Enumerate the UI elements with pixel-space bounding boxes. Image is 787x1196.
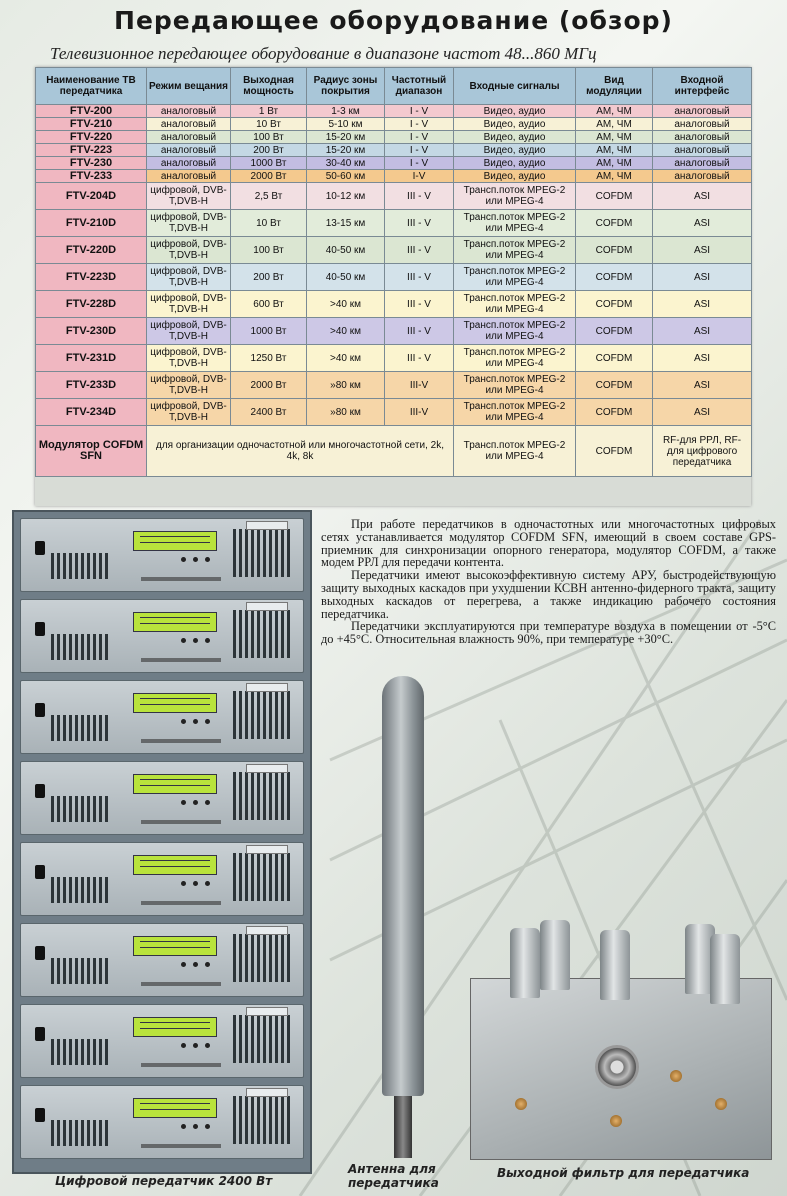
table-row [36,170,752,183]
cell-modulation: АМ, ЧМ [576,157,653,170]
cell-power: 200 Вт [231,144,307,157]
lcd-display [133,1017,217,1037]
transmitter-unit [20,599,304,673]
caption-filter: Выходной фильтр для передатчика [497,1166,750,1180]
header-mode: Режим вещания [147,68,231,105]
control-button [181,557,186,562]
cell-power: 1250 Вт [231,345,307,372]
spec-table [35,67,752,477]
cell-power: 2,5 Вт [231,183,307,210]
cell-signals: Видео, аудио [454,131,576,144]
cell-modulation: COFDM [576,345,653,372]
cell-iface: ASI [653,372,752,399]
cell-modulation: COFDM [576,426,653,477]
control-button [205,962,210,967]
control-button [181,881,186,886]
cell-iface: ASI [653,210,752,237]
cell-band: III - V [385,345,454,372]
table-row-modulator [36,426,752,477]
table-row [36,131,752,144]
power-switch [35,541,45,555]
description-text [321,518,776,646]
vent-grill [51,958,111,984]
cell-modulation: COFDM [576,210,653,237]
cell-band: I - V [385,131,454,144]
model-label [141,901,221,905]
cell-band: I - V [385,105,454,118]
cell-name: FTV-223 [36,144,147,157]
cell-name: FTV-210 [36,118,147,131]
power-switch [35,622,45,636]
control-button [205,557,210,562]
cell-name: FTV-231D [36,345,147,372]
control-button [181,719,186,724]
table-row [36,291,752,318]
description-paragraph-2: Передатчики имеют высокоэффективную систему АРУ, быстродействующую защиту выходных каскадов при ухудшении КСВН антенно-фидерного тракта, защиту выходных каскадов от перегрева, а также индикацию рабочего состояния передатчика. [321,568,776,621]
cell-iface: аналоговый [653,170,752,183]
cell-radius: 15-20 км [307,131,385,144]
brand-plate [246,683,288,692]
vent-grill [51,877,111,903]
vent-grill [51,1120,111,1146]
cell-signals: Трансп.поток MPEG-2 или MPEG-4 [454,399,576,426]
cell-name: FTV-233D [36,372,147,399]
table-row [36,144,752,157]
cell-signals: Трансп.поток MPEG-2 или MPEG-4 [454,264,576,291]
cell-band: I - V [385,118,454,131]
cell-radius: 1-3 км [307,105,385,118]
control-button [193,800,198,805]
cell-band: I-V [385,170,454,183]
cell-power: 100 Вт [231,237,307,264]
control-button [181,962,186,967]
table-row [36,345,752,372]
antenna-connector [394,1096,412,1158]
cell-modulation: COFDM [576,237,653,264]
cell-power: 10 Вт [231,210,307,237]
cell-band: III - V [385,318,454,345]
cell-radius: 13-15 км [307,210,385,237]
vent-grill [51,1039,111,1065]
control-button [181,800,186,805]
lcd-display [133,531,217,551]
header-iface: Входной интерфейс [653,68,752,105]
cell-power: 2000 Вт [231,372,307,399]
control-button [193,638,198,643]
cell-radius: »80 км [307,372,385,399]
transmitter-unit [20,1004,304,1078]
cell-mode: аналоговый [147,170,231,183]
cell-name: FTV-230 [36,157,147,170]
cell-power: 10 Вт [231,118,307,131]
cell-modulation: COFDM [576,264,653,291]
control-button [205,638,210,643]
antenna-photo [382,676,424,1158]
cell-power: 1 Вт [231,105,307,118]
cell-mode: цифровой, DVB-T,DVB-H [147,264,231,291]
cell-radius: 10-12 км [307,183,385,210]
cell-modulation: COFDM [576,291,653,318]
control-button [205,1043,210,1048]
cell-power: 2400 Вт [231,399,307,426]
cell-name: FTV-230D [36,318,147,345]
vent-grill [233,691,293,739]
power-switch [35,946,45,960]
cell-power: 100 Вт [231,131,307,144]
brand-plate [246,764,288,773]
power-switch [35,703,45,717]
filter-bolt [670,1070,682,1082]
cell-signals: Видео, аудио [454,144,576,157]
cell-mode: аналоговый [147,144,231,157]
cell-radius: >40 км [307,345,385,372]
brand-plate [246,602,288,611]
table-row [36,183,752,210]
caption-antenna: Антенна для передатчика [348,1162,439,1190]
cell-name: FTV-228D [36,291,147,318]
control-button [193,1043,198,1048]
cell-band: I - V [385,144,454,157]
control-button [205,719,210,724]
vent-grill [233,610,293,658]
cell-iface: ASI [653,291,752,318]
cell-signals: Трансп.поток MPEG-2 или MPEG-4 [454,183,576,210]
cell-radius: 50-60 км [307,170,385,183]
power-switch [35,865,45,879]
table-row [36,237,752,264]
cell-signals: Видео, аудио [454,157,576,170]
model-label [141,577,221,581]
header-signals: Входные сигналы [454,68,576,105]
model-label [141,739,221,743]
vent-grill [233,772,293,820]
cell-name: FTV-210D [36,210,147,237]
filter-bolt [515,1098,527,1110]
table-row [36,105,752,118]
cell-modulation: АМ, ЧМ [576,131,653,144]
cell-mode: аналоговый [147,105,231,118]
cell-radius: 40-50 км [307,264,385,291]
transmitter-unit [20,1085,304,1159]
cell-band: III - V [385,237,454,264]
cell-name: FTV-220D [36,237,147,264]
vent-grill [233,934,293,982]
control-button [193,962,198,967]
cell-iface: аналоговый [653,105,752,118]
cell-signals: Трансп.поток MPEG-2 или MPEG-4 [454,318,576,345]
cell-signals: Трансп.поток MPEG-2 или MPEG-4 [454,345,576,372]
brand-plate [246,1088,288,1097]
cell-band: III-V [385,399,454,426]
cell-iface: ASI [653,318,752,345]
cell-name: FTV-204D [36,183,147,210]
control-button [193,719,198,724]
vent-grill [233,853,293,901]
cell-name: FTV-234D [36,399,147,426]
page-title: Передающее оборудование (обзор) [114,6,673,35]
brand-plate [246,926,288,935]
brand-plate [246,845,288,854]
control-button [193,1124,198,1129]
cell-mode: цифровой, DVB-T,DVB-H [147,237,231,264]
table-row [36,264,752,291]
cell-radius: 30-40 км [307,157,385,170]
cell-iface: аналоговый [653,144,752,157]
vent-grill [51,715,111,741]
cell-modulation: COFDM [576,399,653,426]
cell-band: III - V [385,210,454,237]
table-row [36,118,752,131]
control-button [193,881,198,886]
cell-signals: Видео, аудио [454,170,576,183]
transmitter-unit [20,923,304,997]
cell-name: FTV-220 [36,131,147,144]
cell-iface: ASI [653,237,752,264]
cell-band: III - V [385,264,454,291]
cell-signals: Трансп.поток MPEG-2 или MPEG-4 [454,426,576,477]
power-switch [35,1027,45,1041]
header-power: Выходная мощность [231,68,307,105]
cell-modulation: АМ, ЧМ [576,118,653,131]
table-row [36,372,752,399]
transmitter-unit [20,518,304,592]
model-label [141,820,221,824]
table-header-row [36,68,752,105]
cell-radius: »80 км [307,399,385,426]
control-button [205,800,210,805]
control-button [193,557,198,562]
page-subtitle: Телевизионное передающее оборудование в диапазоне частот 48...860 МГц [50,44,597,63]
header-band: Частотный диапазон [385,68,454,105]
lcd-display [133,693,217,713]
cell-mode: цифровой, DVB-T,DVB-H [147,345,231,372]
transmitter-unit [20,680,304,754]
cell-mode: аналоговый [147,118,231,131]
cell-mode: цифровой, DVB-T,DVB-H [147,291,231,318]
cell-modulation: АМ, ЧМ [576,105,653,118]
vent-grill [51,796,111,822]
cell-mode: аналоговый [147,157,231,170]
cell-modulation: COFDM [576,318,653,345]
table-row [36,210,752,237]
cell-radius: >40 км [307,291,385,318]
cell-power: 2000 Вт [231,170,307,183]
cell-power: 1000 Вт [231,318,307,345]
output-filter-photo [470,920,770,1160]
cell-mode: цифровой, DVB-T,DVB-H [147,210,231,237]
cell-radius: 5-10 км [307,118,385,131]
brand-plate [246,521,288,530]
lcd-display [133,936,217,956]
cell-iface: аналоговый [653,131,752,144]
filter-bolt [610,1115,622,1127]
description-paragraph-3: Передатчики эксплуатируются при температуре воздуха в помещении от -5°С до +45°С. Относительная влажность 90%, при температуре +30°С. [321,619,776,647]
lcd-display [133,855,217,875]
model-label [141,1144,221,1148]
cell-iface: ASI [653,399,752,426]
table-row [36,157,752,170]
model-label [141,1063,221,1067]
cell-modulation: COFDM [576,183,653,210]
cell-radius: >40 км [307,318,385,345]
cell-mode: цифровой, DVB-T,DVB-H [147,183,231,210]
transmitter-unit [20,842,304,916]
power-switch [35,1108,45,1122]
lcd-display [133,774,217,794]
header-name: Наименование ТВ передатчика [36,68,147,105]
filter-resonator [600,930,630,1000]
spec-table-container [35,67,751,506]
cell-power: 1000 Вт [231,157,307,170]
header-modulation: Вид модуляции [576,68,653,105]
cell-iface: ASI [653,345,752,372]
control-button [181,1043,186,1048]
model-label [141,658,221,662]
transmitter-unit [20,761,304,835]
cell-name: FTV-233 [36,170,147,183]
header-radius: Радиус зоны покрытия [307,68,385,105]
cell-band: III - V [385,183,454,210]
cell-name: FTV-223D [36,264,147,291]
cell-iface: ASI [653,264,752,291]
cell-signals: Трансп.поток MPEG-2 или MPEG-4 [454,372,576,399]
cell-radius: 40-50 км [307,237,385,264]
vent-grill [233,529,293,577]
vent-grill [233,1015,293,1063]
vent-grill [51,553,111,579]
cell-band: III-V [385,372,454,399]
vent-grill [51,634,111,660]
control-button [181,638,186,643]
cell-iface: RF-для РРЛ, RF-для цифрового передатчика [653,426,752,477]
cell-radius: 15-20 км [307,144,385,157]
cell-mode: цифровой, DVB-T,DVB-H [147,372,231,399]
cell-iface: аналоговый [653,157,752,170]
cell-signals: Видео, аудио [454,118,576,131]
cell-name: FTV-200 [36,105,147,118]
filter-connector [595,1045,639,1089]
control-button [181,1124,186,1129]
transmitter-rack-photo [12,510,312,1174]
cell-signals: Трансп.поток MPEG-2 или MPEG-4 [454,210,576,237]
cell-power: 600 Вт [231,291,307,318]
brand-plate [246,1007,288,1016]
cell-purpose: для организации одночастотной или многочастотной сети, 2k, 4k, 8k [147,426,454,477]
cell-modulation: АМ, ЧМ [576,170,653,183]
cell-mode: цифровой, DVB-T,DVB-H [147,318,231,345]
cell-power: 200 Вт [231,264,307,291]
table-row [36,399,752,426]
caption-rack: Цифровой передатчик 2400 Вт [55,1174,273,1188]
filter-resonator [710,934,740,1004]
cell-iface: ASI [653,183,752,210]
cell-signals: Трансп.поток MPEG-2 или MPEG-4 [454,237,576,264]
cell-name: Модулятор COFDM SFN [36,426,147,477]
cell-signals: Видео, аудио [454,105,576,118]
cell-band: III - V [385,291,454,318]
table-row [36,318,752,345]
cell-mode: цифровой, DVB-T,DVB-H [147,399,231,426]
cell-band: I - V [385,157,454,170]
description-paragraph-1: При работе передатчиков в одночастотных или многочастотных цифровых сетях устанавливается модулятор COFDM SFN, имеющий в своем составе GPS-приемник для синхронизации опорного генератора, модулятор COFDM, а также модем РРЛ для передачи контента. [321,517,776,570]
filter-bolt [715,1098,727,1110]
filter-resonator [540,920,570,990]
cell-modulation: COFDM [576,372,653,399]
vent-grill [233,1096,293,1144]
antenna-body [382,676,424,1096]
cell-modulation: АМ, ЧМ [576,144,653,157]
cell-iface: аналоговый [653,118,752,131]
control-button [205,881,210,886]
lcd-display [133,612,217,632]
model-label [141,982,221,986]
filter-resonator [510,928,540,998]
control-button [205,1124,210,1129]
cell-mode: аналоговый [147,131,231,144]
lcd-display [133,1098,217,1118]
power-switch [35,784,45,798]
cell-signals: Трансп.поток MPEG-2 или MPEG-4 [454,291,576,318]
